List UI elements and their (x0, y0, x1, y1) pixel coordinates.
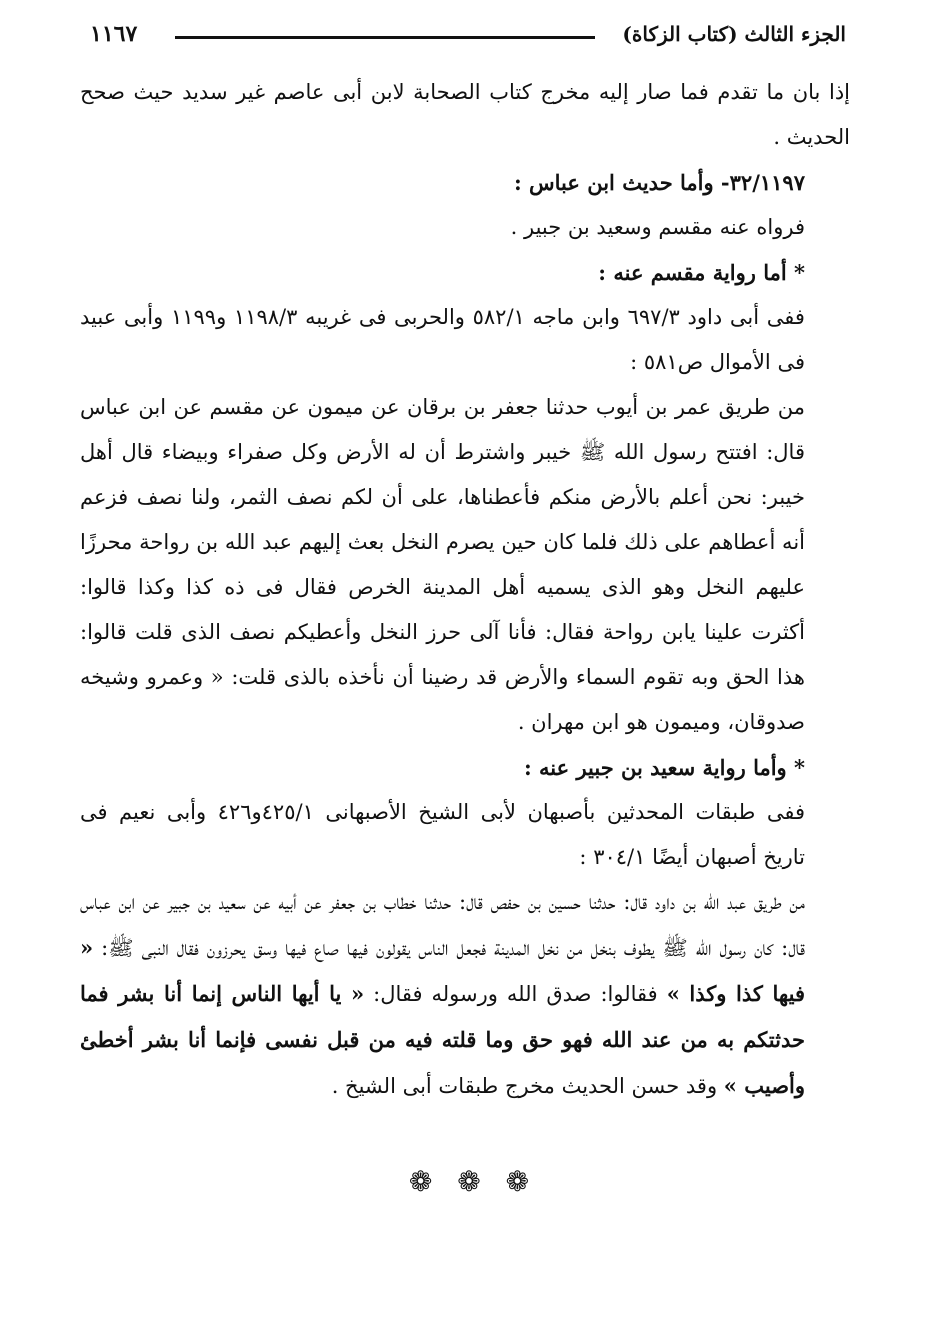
paragraph-chain-miqsam: من طريق عمر بن أيوب حدثنا جعفر بن برقان عن ميمون عن مقسم عن ابن عباس قال: افتتح رسول الله ﷺ خيبر واشترط أن له الأرض وكل صفراء وبيضاء قال أهل خيبر: نحن أعلم بالأرض منكم فأعطناها، على أن لكم نصف الثمر، ولنا نصف فزعم أنه أعطاهم على ذلك فلما كان حين يصرم النخل بعث إليهم عبد الله بن رواحة محرزًا عليهم النخل وهو الذى يسميه أهل المدينة الخرص فقال فى ذه كذا وكذا قالوا: أكثرت علينا يابن رواحة فقال: فأنا آلى حرز النخل وأعطيكم نصف الذى قلت قالوا: هذا الحق وبه تقوم السماء والأرض قد رضينا أن نأخذه بالذى قلت: « وعمرو وشيخه صدوقان، وميمون هو ابن مهران . (80, 395, 805, 734)
paragraph-chain-saeed (80, 880, 850, 1109)
chain-text: من طريق عبد الله بن داود قال: حدثنا حسين بن حفص قال: حدثنا خطاب بن جعفر عن أبيه عن سعيد بن جبير عن ابن عباس قال: كان رسول الله ﷺ يطوف بنخل من نخل المدينة فجعل الناس يقولون فيها صاع فيها وسق يحرزون فقال النبى ﷺ: (80, 890, 805, 960)
chain-text-3: وقد حسن الحديث مخرج طبقات أبى الشيخ . (331, 1074, 718, 1098)
section-heading-saeed: * وأما رواية سعيد بن جبير عنه : (523, 755, 805, 780)
chain-text-2: فقالوا: صدق الله ورسوله فقال: (373, 982, 658, 1006)
body-text (80, 70, 850, 1109)
header-rule (175, 36, 595, 39)
paragraph-intro: إذا بان ما تقدم فما صار إليه مخرج كتاب الصحابة لابن أبى عاصم غير سديد حيث صحح الحديث . (80, 80, 850, 149)
hadith-heading: ٣٢/١١٩٧- وأما حديث ابن عباس : (513, 170, 805, 195)
section-end-ornament: ❁ ❁ ❁ (408, 1165, 538, 1198)
paragraph-narrators: فرواه عنه مقسم وسعيد بن جبير . (510, 215, 805, 239)
running-header-title: الجزء الثالث (كتاب الزكاة) (622, 22, 846, 46)
paragraph-sources-saeed: ففى طبقات المحدثين بأصبهان لأبى الشيخ الأصبهانى ٤٢٥/١و٤٢٦ وأبى نعيم فى تاريخ أصبهان أيضًا ٣٠٤/١ : (80, 800, 805, 869)
paragraph-sources-miqsam: ففى أبى داود ٦٩٧/٣ وابن ماجه ٥٨٢/١ والحربى فى غريبه ١١٩٨/٣ و١١٩٩ وأبى عبيد فى الأموال ص٥٨١ : (80, 305, 805, 374)
hadith-quote-2: « يا أيها الناس إنما أنا بشر فما حدثتكم به من عند الله فهو حق وما قلته فيه من قبل نفسى فإنما أنا بشر أخطئ وأصيب » (80, 981, 805, 1098)
page-number: ١١٦٧ (90, 21, 138, 47)
hadith-quote-1: « فيها كذا وكذا » (80, 935, 805, 1006)
section-heading-miqsam: * أما رواية مقسم عنه : (598, 260, 805, 285)
